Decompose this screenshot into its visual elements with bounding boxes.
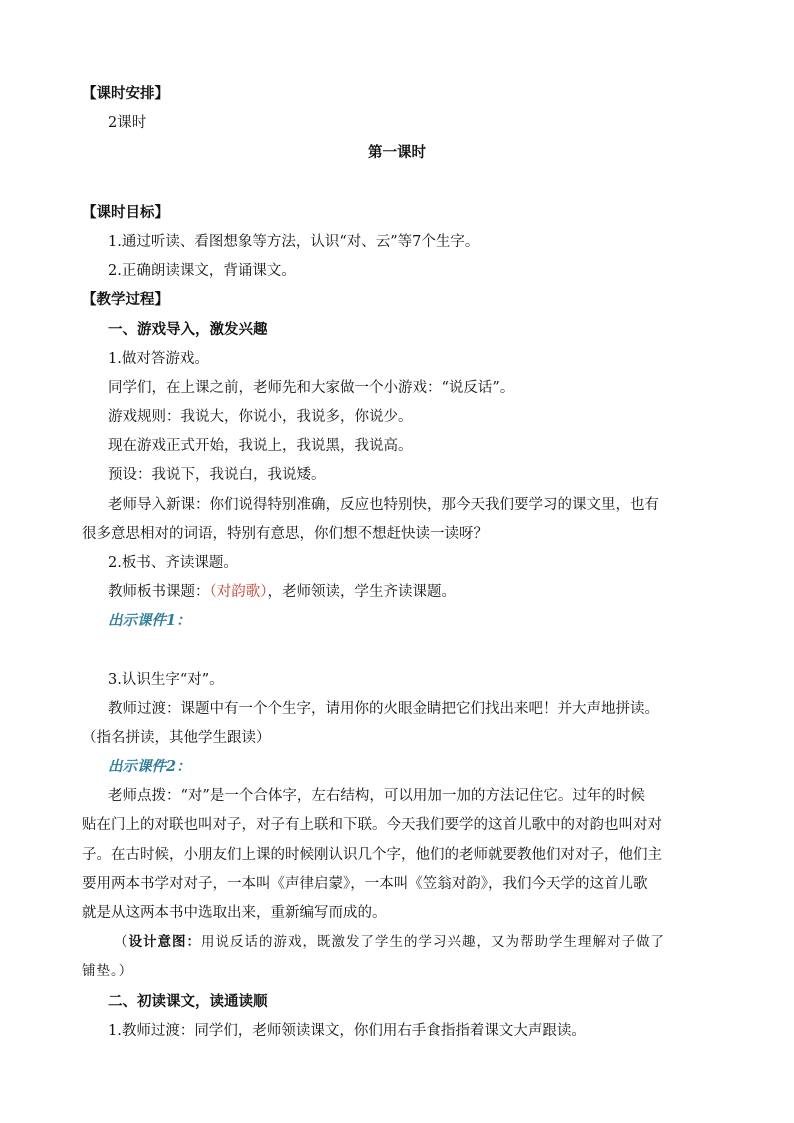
text-segment: ，老师领读，学生齐读课题。 — [267, 584, 456, 600]
lesson-title: 第一课时 — [368, 144, 426, 161]
design-intent-text: 用说反话的游戏，既激发了学生的学习兴趣，又为帮助学生理解对子做了 — [201, 934, 665, 950]
paragraph: 3.认识生字“对”。 — [108, 672, 224, 688]
paragraph — [108, 582, 456, 602]
heading-lesson-goals: 【课时目标】 — [82, 204, 169, 221]
text-segment: 教师板书课题： — [108, 584, 210, 600]
paragraph: 就是从这两本书中选取出来，重新编写而成的。 — [82, 905, 387, 921]
goal-1: 1.通过听读、看图想象等方法，认识“对、云”等7个生字。 — [108, 234, 480, 250]
paragraph: 2.板书、齐读课题。 — [108, 555, 238, 571]
paragraph: 预设：我说下，我说白，我说矮。 — [108, 467, 326, 483]
paragraph: 要用两本书学对对子，一本叫《声律启蒙》，一本叫《笠翁对韵》，我们今天学的这首儿歌 — [82, 876, 648, 892]
paragraph: 教师过渡：课题中有一个个生字，请用你的火眼金睛把它们找出来吧！并大声地拼读。 — [108, 701, 659, 717]
lesson-name: （对韵歌） — [209, 584, 268, 600]
paragraph: 1.教师过渡：同学们，老师领读课文，你们用右手食指指着课文大声跟读。 — [108, 1023, 586, 1039]
section-2-title: 二、初读课文，读通读顺 — [108, 993, 268, 1010]
goal-2: 2.正确朗读课文，背诵课文。 — [108, 263, 296, 279]
design-intent-label: 设计意图： — [128, 934, 201, 950]
text-segment: （ — [114, 934, 129, 950]
paragraph: 贴在门上的对联也叫对子，对子有上联和下联。今天我们要学的这首儿歌中的对韵也叫对对 — [82, 817, 662, 833]
paragraph: 现在游戏正式开始，我说上，我说黑，我说高。 — [108, 438, 413, 454]
design-intent — [114, 932, 665, 952]
paragraph: 子。在古时候，小朋友们上课的时候刚认识几个字，他们的老师就要教他们对对子，他们主 — [82, 847, 662, 863]
arrangement-value: 2课时 — [108, 115, 147, 131]
courseware-label-1: 出示课件1： — [108, 612, 191, 629]
paragraph: （指名拼读，其他学生跟读） — [82, 730, 271, 746]
heading-lesson-arrangement: 【课时安排】 — [82, 85, 169, 102]
section-1-title: 一、游戏导入，激发兴趣 — [108, 321, 268, 338]
paragraph: 同学们，在上课之前，老师先和大家做一个小游戏：“说反话”。 — [108, 380, 515, 396]
paragraph: 老师点拨：“对”是一个合体字，左右结构，可以用加一加的方法记住它。过年的时候 — [108, 788, 645, 804]
paragraph: 游戏规则：我说大，你说小，我说多，你说少。 — [108, 409, 413, 425]
paragraph: 1.做对答游戏。 — [108, 351, 209, 367]
paragraph: 老师导入新课：你们说得特别准确，反应也特别快，那今天我们要学习的课文里，也有 — [108, 497, 659, 513]
heading-teaching-process: 【教学过程】 — [82, 291, 169, 308]
design-intent-text: 铺垫。） — [82, 963, 134, 979]
courseware-label-2: 出示课件2： — [108, 758, 191, 775]
paragraph: 很多意思相对的词语，特别有意思，你们想不想赶快读一读呀？ — [82, 526, 488, 542]
